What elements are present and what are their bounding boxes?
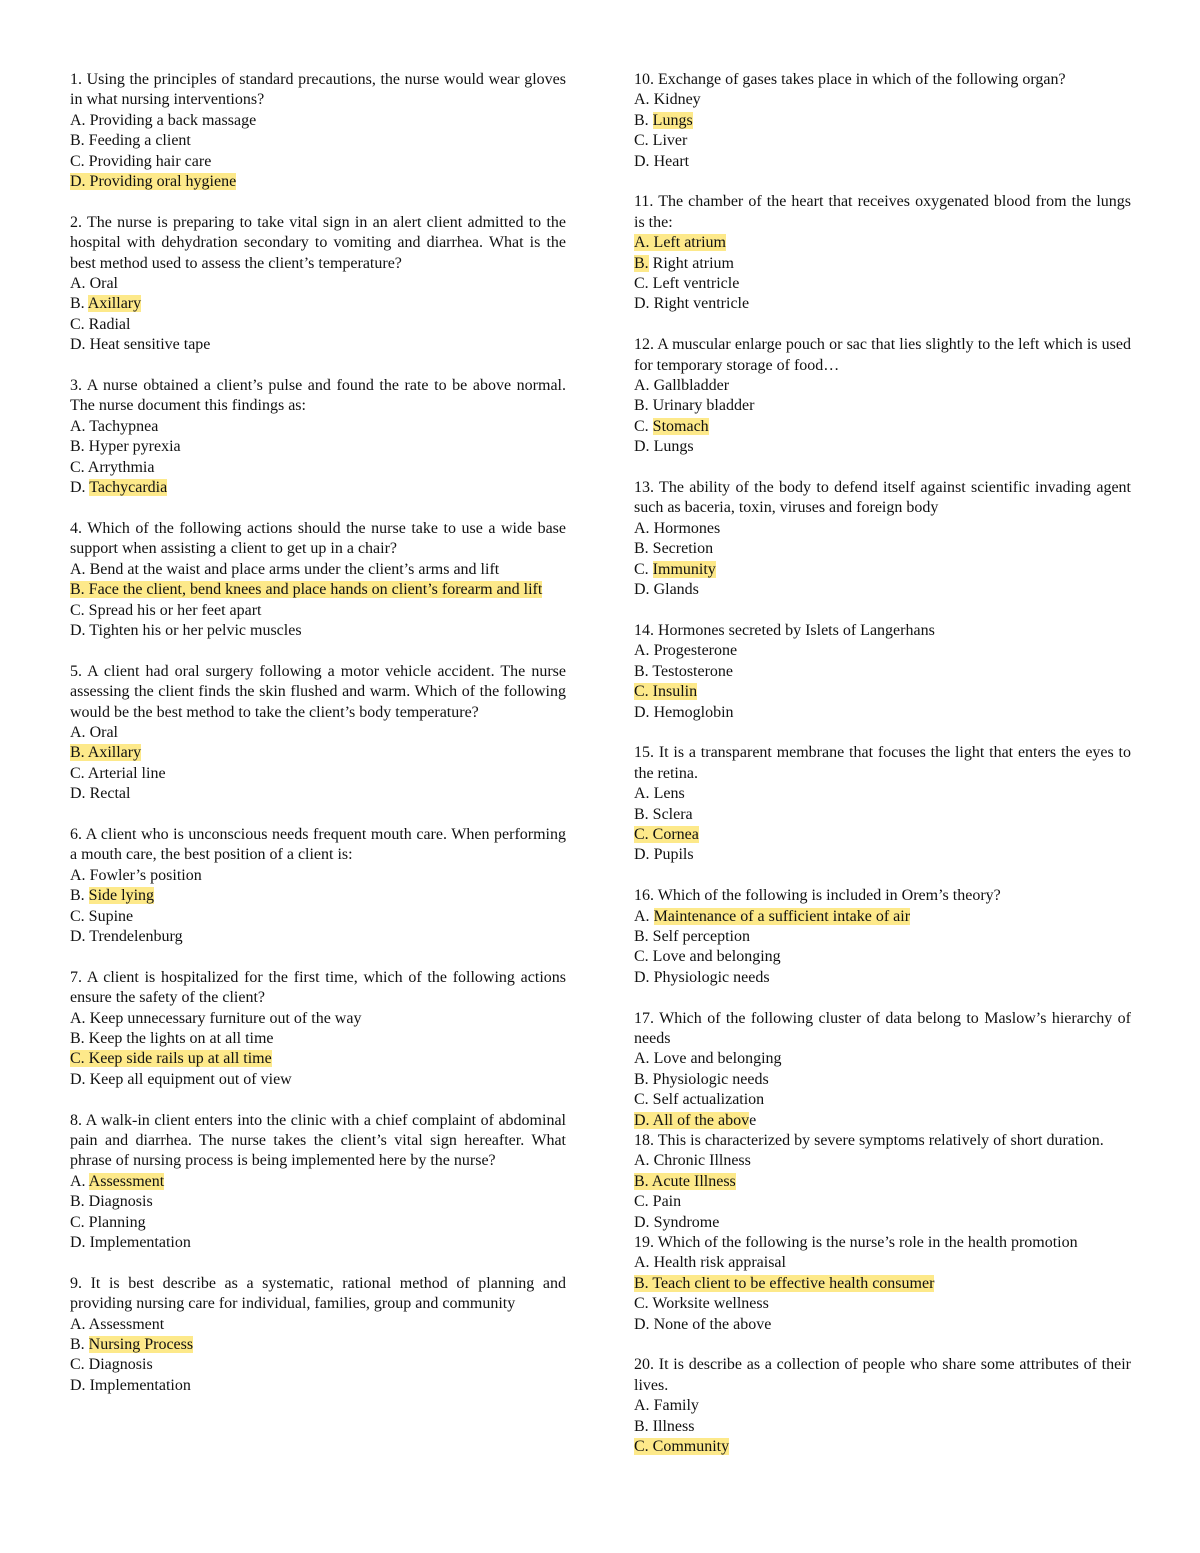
answer-highlight: Axillary <box>87 295 142 313</box>
option-d <box>70 335 566 355</box>
answer-highlight: Nursing Process <box>88 1336 194 1354</box>
option-d <box>634 580 1131 600</box>
question-stem: 13. The ability of the body to defend itself against scientific invading agent such as baceria, toxin, viruses and foreign body <box>634 479 1131 517</box>
option-text: Rectal <box>89 785 131 803</box>
option-letter: C. <box>634 132 653 150</box>
option-text: Left ventricle <box>652 275 740 293</box>
option-text: Bend at the waist and place arms under the client’s arms and lift <box>89 560 500 578</box>
option-letter: C. <box>634 1295 653 1313</box>
question-5 <box>70 662 566 805</box>
answer-highlight: Stomach <box>652 417 709 435</box>
option-text: Radial <box>88 315 131 333</box>
option-c <box>70 315 566 335</box>
option-a <box>70 560 566 580</box>
question-stem: 3. A nurse obtained a client’s pulse and found the rate to be above normal. The nurse document this findings as: <box>70 377 566 415</box>
question-stem: 14. Hormones secreted by Islets of Langerhans <box>634 621 935 639</box>
option-text: Arrythmia <box>87 458 155 476</box>
option-d <box>634 152 1131 172</box>
option-letter: A. <box>634 1152 654 1170</box>
option-letter: C. <box>634 1091 653 1109</box>
answer-highlight: Immunity <box>652 560 716 578</box>
option-c <box>634 274 1131 294</box>
option-d <box>634 1213 1131 1233</box>
option-text: Gallbladder <box>653 377 730 395</box>
question-stem: 6. A client who is unconscious needs frequent mouth care. When performing a mouth care, the best position of a client is: <box>70 825 566 864</box>
option-a <box>634 90 1131 110</box>
question-12 <box>634 335 1131 457</box>
option-letter: A. <box>70 1315 89 1333</box>
option-letter: B. <box>634 540 653 558</box>
option-b <box>70 437 566 457</box>
option-text: Health risk appraisal <box>653 1254 786 1272</box>
option-text: Planning <box>88 1213 146 1231</box>
option-letter: B. <box>70 887 89 905</box>
option-text: Urinary bladder <box>652 397 755 415</box>
option-d <box>634 1315 1131 1335</box>
question-18 <box>634 1131 1131 1233</box>
question-stem: 1. Using the principles of standard precautions, the nurse would wear gloves in what nursing interventions? <box>70 71 566 109</box>
option-c <box>634 1090 1131 1110</box>
option-text: Pupils <box>653 846 694 864</box>
option-text: Feeding a client <box>88 132 191 150</box>
option-text: Pain <box>652 1193 682 1211</box>
question-8 <box>70 1111 566 1254</box>
question-stem: 10. Exchange of gases takes place in which of the following organ? <box>634 71 1066 88</box>
option-d <box>70 1376 566 1396</box>
option-text: Love and belonging <box>653 1050 782 1068</box>
option-letter: A. <box>634 642 654 660</box>
option-letter: C. <box>634 275 653 293</box>
option-text: Sclera <box>652 805 693 823</box>
option-b <box>634 805 1131 825</box>
option-d <box>70 172 566 192</box>
option-text: Implementation <box>89 1234 191 1252</box>
option-b <box>634 539 1131 559</box>
option-text: Glands <box>653 581 699 599</box>
option-text: Progesterone <box>653 642 738 660</box>
option-letter: A. <box>70 1009 90 1027</box>
option-b <box>70 1192 566 1212</box>
question-15 <box>634 743 1131 865</box>
option-text: Self actualization <box>652 1091 765 1109</box>
option-c <box>70 458 566 478</box>
option-a <box>634 641 1131 661</box>
option-text: Hemoglobin <box>653 703 734 721</box>
option-letter: A. <box>70 560 90 578</box>
option-text: Keep the lights on at all time <box>88 1030 274 1047</box>
option-letter: A. <box>634 785 654 803</box>
question-16 <box>634 886 1131 988</box>
answer-highlight: Lungs <box>652 111 693 129</box>
question-stem: 16. Which of the following is included in Orem’s theory? <box>634 887 1001 905</box>
option-text: Lungs <box>653 438 694 456</box>
option-text: Tighten his or her pelvic muscles <box>89 621 302 639</box>
option-c <box>70 1049 566 1069</box>
option-d <box>70 1233 566 1253</box>
answer-highlight: D. Providing oral hygiene <box>70 173 237 191</box>
question-stem: 18. This is characterized by severe symptoms relatively of short duration. <box>634 1132 1104 1150</box>
question-19 <box>634 1233 1131 1335</box>
option-text: Oral <box>89 275 118 293</box>
option-letter: D. <box>634 581 654 599</box>
option-text: Supine <box>88 907 134 925</box>
option-letter: B. <box>634 805 653 823</box>
option-letter: D. <box>634 1213 654 1231</box>
option-letter: D. <box>70 479 90 497</box>
option-letter: D. <box>70 1376 90 1394</box>
question-stem: 19. Which of the following is the nurse’s role in the health promotion <box>634 1234 1078 1252</box>
right-column <box>634 70 1131 1478</box>
option-c <box>70 1355 566 1375</box>
option-text: Illness <box>652 1417 695 1435</box>
option-letter: D. <box>634 968 654 986</box>
option-letter: C. <box>70 907 89 925</box>
option-letter: C. <box>634 1193 653 1211</box>
option-d <box>634 845 1131 865</box>
question-stem: 20. It is describe as a collection of people who share some attributes of their lives. <box>634 1356 1131 1394</box>
option-letter: D. <box>634 295 654 313</box>
option-letter: B. <box>70 1030 89 1047</box>
question-10 <box>634 70 1131 172</box>
option-letter: C. <box>70 1356 89 1374</box>
option-letter: B. <box>70 1336 89 1354</box>
option-letter: D. <box>70 927 90 945</box>
option-c <box>634 417 1131 437</box>
option-letter: D. <box>634 438 654 456</box>
answer-highlight: C. Community <box>634 1438 730 1456</box>
option-d <box>634 437 1131 457</box>
option-letter: B. <box>70 1193 89 1211</box>
option-b <box>70 1029 566 1049</box>
option-b <box>70 131 566 151</box>
option-text: Oral <box>89 723 118 741</box>
option-b <box>634 1274 1131 1294</box>
option-letter: C. <box>634 560 653 578</box>
option-b <box>634 1172 1131 1192</box>
option-letter: A. <box>634 1254 654 1272</box>
option-letter: B. <box>634 662 653 680</box>
question-stem: 11. The chamber of the heart that receives oxygenated blood from the lungs is the: <box>634 193 1131 231</box>
option-b <box>70 1335 566 1355</box>
option-letter: C. <box>70 315 89 333</box>
option-text: Providing a back massage <box>89 111 257 129</box>
option-letter: C. <box>70 601 89 619</box>
question-13 <box>634 478 1131 600</box>
option-b <box>70 580 566 600</box>
question-6 <box>70 825 566 947</box>
option-d <box>634 968 1131 988</box>
option-text: Heart <box>653 152 690 170</box>
option-letter: C. <box>634 948 653 966</box>
option-b <box>634 396 1131 416</box>
option-letter: C. <box>634 417 653 435</box>
answer-highlight: B. Teach client to be effective health consumer <box>634 1274 935 1292</box>
option-letter: A. <box>634 519 654 537</box>
option-a <box>634 1253 1131 1273</box>
option-letter: B. <box>70 438 89 456</box>
option-a <box>70 866 566 886</box>
option-letter: A. <box>634 91 654 109</box>
option-text: Testosterone <box>652 662 734 680</box>
option-text: Trendelenburg <box>89 927 183 945</box>
answer-highlight: B. <box>634 254 649 272</box>
option-letter: C. <box>70 1213 89 1231</box>
option-suffix: Right atrium <box>648 254 734 272</box>
option-suffix: e <box>749 1111 757 1129</box>
option-letter: B. <box>634 111 653 129</box>
question-4 <box>70 519 566 641</box>
option-text: Physiologic needs <box>653 968 770 986</box>
option-letter: A. <box>70 111 90 129</box>
option-text: Physiologic needs <box>652 1070 769 1088</box>
option-b <box>70 886 566 906</box>
option-a <box>634 1396 1131 1416</box>
option-a <box>634 519 1131 539</box>
option-letter: D. <box>634 846 654 864</box>
option-text: Hormones <box>653 519 721 537</box>
option-text: Implementation <box>89 1376 191 1394</box>
answer-highlight: C. Keep side rails up at all time <box>70 1050 272 1068</box>
answer-highlight: C. Insulin <box>634 683 698 701</box>
left-column <box>70 70 566 1417</box>
answer-highlight: Maintenance of a sufficient intake of air <box>653 907 911 925</box>
question-11 <box>634 192 1131 314</box>
option-letter: C. <box>70 152 89 170</box>
option-letter: A. <box>70 417 90 435</box>
option-letter: A. <box>70 723 90 741</box>
option-c <box>634 947 1131 967</box>
option-d <box>70 621 566 641</box>
option-b <box>70 743 566 763</box>
option-b <box>634 1417 1131 1437</box>
option-b <box>634 111 1131 131</box>
option-text: Chronic Illness <box>653 1152 751 1170</box>
option-b <box>634 1070 1131 1090</box>
option-text: Lens <box>653 785 685 803</box>
option-a <box>70 1009 566 1029</box>
option-b <box>634 927 1131 947</box>
option-d <box>634 1111 1131 1131</box>
question-9 <box>70 1274 566 1396</box>
option-c <box>634 682 1131 702</box>
option-d <box>634 703 1131 723</box>
option-text: Spread his or her feet apart <box>88 601 262 619</box>
option-letter: A. <box>634 377 654 395</box>
question-7 <box>70 968 566 1090</box>
option-d <box>70 478 566 498</box>
option-letter: A. <box>70 866 90 884</box>
option-a <box>70 111 566 131</box>
option-text: Providing hair care <box>88 152 212 170</box>
option-text: Keep all equipment out of view <box>89 1070 292 1088</box>
answer-highlight: Assessment <box>88 1172 165 1190</box>
option-a <box>70 723 566 743</box>
option-c <box>634 1437 1131 1457</box>
option-b <box>70 294 566 314</box>
option-text: Keep unnecessary furniture out of the way <box>89 1009 362 1027</box>
option-c <box>634 1192 1131 1212</box>
option-letter: C. <box>70 764 88 782</box>
option-a <box>634 1151 1131 1171</box>
option-c <box>70 764 566 784</box>
option-text: Arterial line <box>87 764 166 782</box>
option-c <box>70 152 566 172</box>
question-stem: 2. The nurse is preparing to take vital sign in an alert client admitted to the hospital with dehydration secondary to vomiting and diarrhea. What is the best method used to assess the client’s temperature? <box>70 213 566 272</box>
option-letter: B. <box>634 397 653 415</box>
option-d <box>70 1070 566 1090</box>
option-text: Kidney <box>653 91 701 109</box>
option-a <box>70 274 566 294</box>
question-stem: 7. A client is hospitalized for the first time, which of the following actions ensure the safety of the client? <box>70 968 566 1007</box>
question-stem: 12. A muscular enlarge pouch or sac that lies slightly to the left which is used for temporary storage of food… <box>634 336 1131 374</box>
question-stem: 17. Which of the following cluster of data belong to Maslow’s hierarchy of needs <box>634 1009 1131 1047</box>
option-text: Heat sensitive tape <box>89 336 211 354</box>
question-stem: 4. Which of the following actions should the nurse take to use a wide base support when assisting a client to get up in a chair? <box>70 519 566 558</box>
option-text: Love and belonging <box>652 948 781 966</box>
option-letter: D. <box>70 1070 90 1088</box>
option-letter: D. <box>70 621 90 639</box>
answer-highlight: Side lying <box>88 887 155 905</box>
question-stem: 8. A walk-in client enters into the clinic with a chief complaint of abdominal pain and diarrhea. The nurse takes the client’s vital sign hereafter. What phrase of nursing process is being implemented here by the nurse? <box>70 1111 566 1170</box>
question-3 <box>70 376 566 498</box>
option-c <box>70 601 566 621</box>
option-text: Right ventricle <box>653 295 750 313</box>
option-text: None of the above <box>653 1315 772 1333</box>
option-letter: D. <box>70 336 90 354</box>
option-text: Family <box>653 1397 699 1415</box>
question-14 <box>634 621 1131 723</box>
option-d <box>634 294 1131 314</box>
option-letter: A. <box>634 907 654 925</box>
option-a <box>634 907 1131 927</box>
option-a <box>70 1172 566 1192</box>
option-letter: D. <box>634 703 654 721</box>
question-2 <box>70 213 566 356</box>
option-c <box>634 131 1131 151</box>
option-text: Diagnosis <box>88 1356 153 1374</box>
question-stem: 5. A client had oral surgery following a motor vehicle accident. The nurse assessing the client finds the skin flushed and warm. Which of the following would be the best method to take the client’s body temperature? <box>70 662 566 721</box>
option-letter: B. <box>634 927 653 945</box>
option-c <box>70 907 566 927</box>
option-text: Self perception <box>652 927 750 945</box>
option-text: Fowler’s position <box>89 866 202 884</box>
option-letter: B. <box>634 1070 653 1088</box>
option-d <box>70 784 566 804</box>
option-c <box>70 1213 566 1233</box>
option-text: Worksite wellness <box>652 1295 769 1313</box>
question-1 <box>70 70 566 192</box>
answer-highlight: B. Axillary <box>70 744 142 762</box>
option-letter: D. <box>70 785 90 803</box>
option-d <box>70 927 566 947</box>
option-b <box>634 662 1131 682</box>
option-a <box>634 1049 1131 1069</box>
question-17 <box>634 1009 1131 1131</box>
option-a <box>634 233 1131 253</box>
answer-highlight: Tachycardia <box>89 479 168 497</box>
option-b <box>634 254 1131 274</box>
option-letter: B. <box>634 1417 653 1435</box>
option-letter: D. <box>634 1315 654 1333</box>
option-text: Tachypnea <box>89 417 159 435</box>
option-text: Syndrome <box>653 1213 720 1231</box>
option-letter: C. <box>70 458 88 476</box>
option-letter: D. <box>634 152 654 170</box>
option-a <box>70 1315 566 1335</box>
option-c <box>634 560 1131 580</box>
question-stem: 15. It is a transparent membrane that focuses the light that enters the eyes to the retina. <box>634 744 1131 782</box>
answer-highlight: B. Acute Illness <box>634 1172 736 1190</box>
option-letter: A. <box>70 275 90 293</box>
option-text: Liver <box>652 132 688 150</box>
option-letter: D. <box>70 1234 90 1252</box>
answer-highlight: D. All of the abov <box>634 1111 750 1129</box>
option-letter: B. <box>70 132 89 150</box>
answer-highlight: C. Cornea <box>634 825 699 843</box>
option-letter: A. <box>70 1172 89 1190</box>
option-c <box>634 825 1131 845</box>
option-a <box>70 417 566 437</box>
answer-highlight: A. Left atrium <box>634 234 726 252</box>
option-text: Diagnosis <box>88 1193 153 1211</box>
option-text: Secretion <box>652 540 714 558</box>
option-letter: B. <box>70 295 88 313</box>
option-letter: A. <box>634 1050 654 1068</box>
option-c <box>634 1294 1131 1314</box>
answer-highlight: B. Face the client, bend knees and place hands on client’s forearm and lift <box>70 581 543 599</box>
question-stem: 9. It is best describe as a systematic, rational method of planning and providing nursing care for individual, families, group and community <box>70 1274 566 1313</box>
option-a <box>634 784 1131 804</box>
option-a <box>634 376 1131 396</box>
option-text: Hyper pyrexia <box>88 438 181 456</box>
question-20 <box>634 1355 1131 1457</box>
option-letter: A. <box>634 1397 654 1415</box>
option-text: Assessment <box>88 1315 165 1333</box>
